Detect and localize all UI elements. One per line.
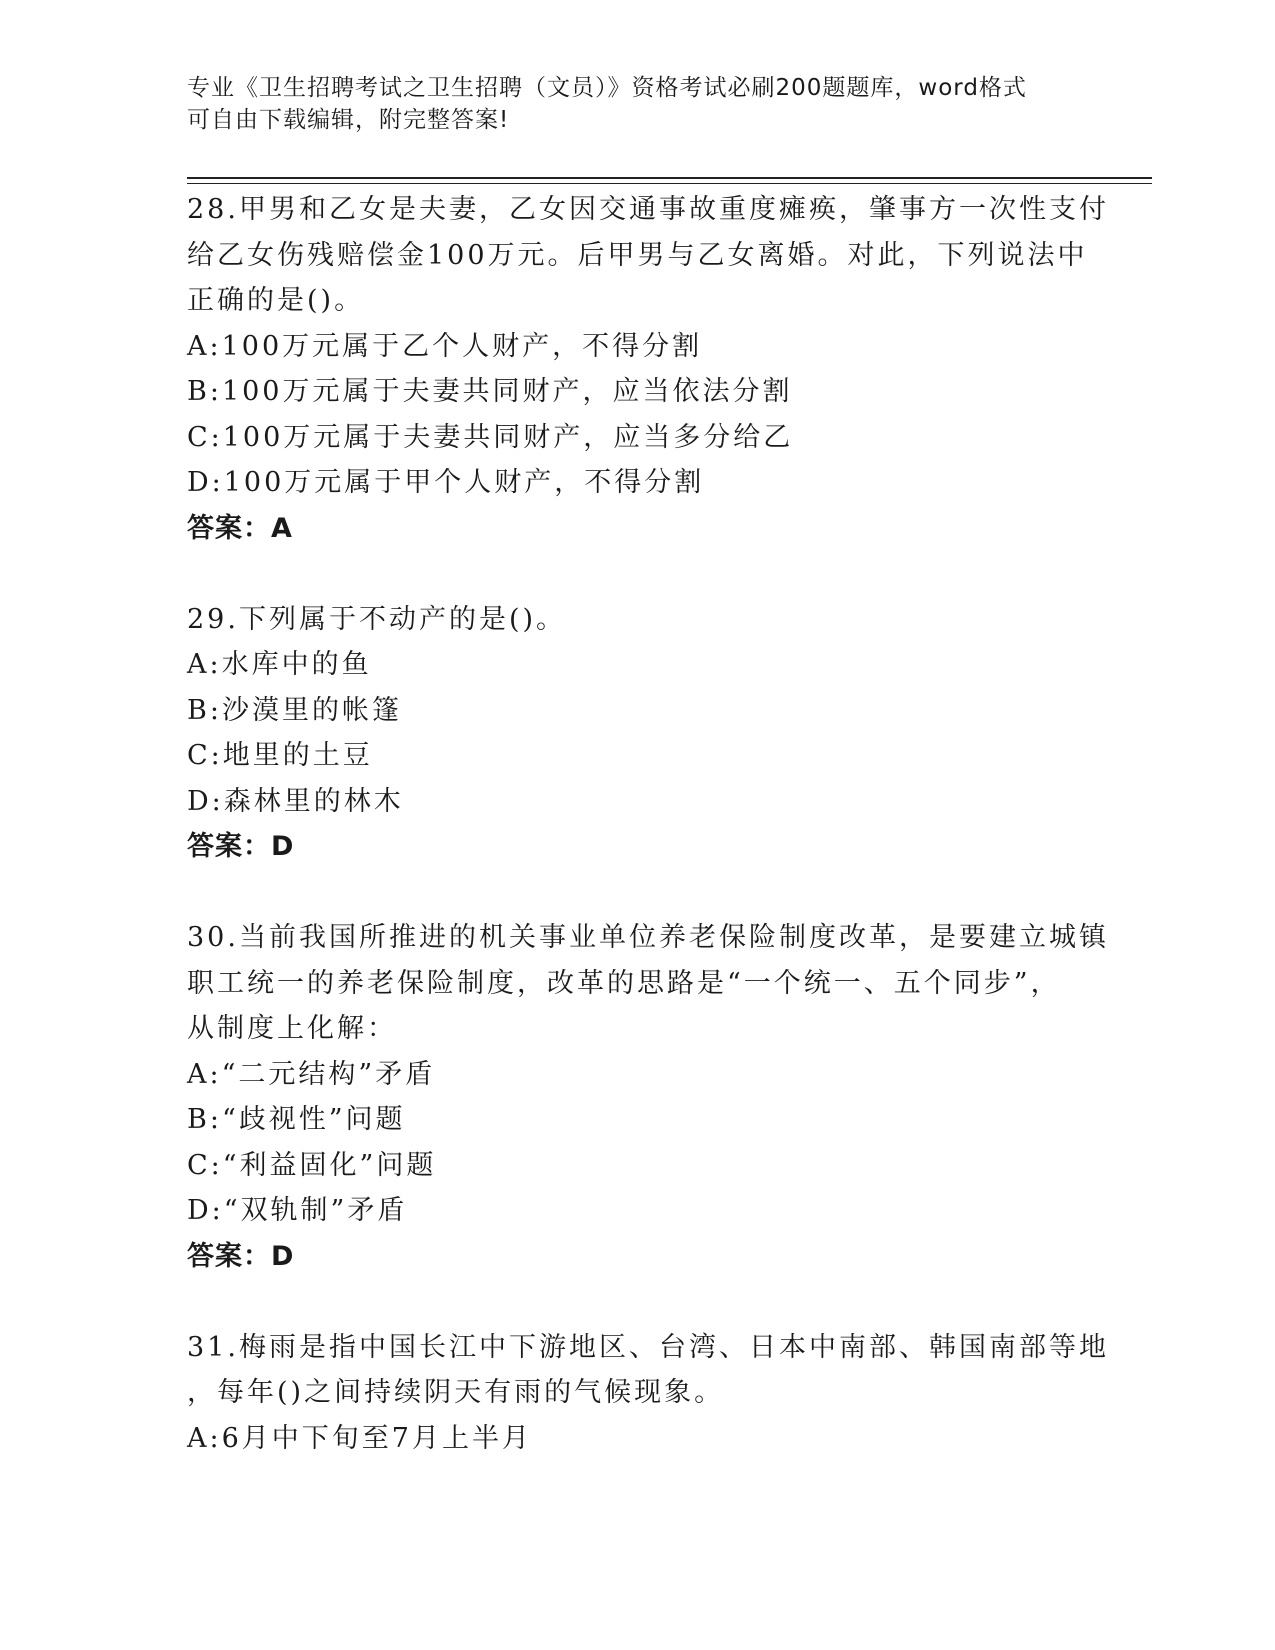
- option-b: B:沙漠里的帐篷: [187, 694, 402, 726]
- option-a: A:水库中的鱼: [187, 649, 372, 680]
- question-28: [187, 187, 1109, 551]
- option-a: A:“二元结构”矛盾: [187, 1058, 436, 1090]
- option-b: B:100万元属于夫妻共同财产，应当依法分割: [187, 376, 793, 407]
- question-stem-line: 从制度上化解：: [187, 1013, 397, 1044]
- question-stem-line: 29.下列属于不动产的是()。: [187, 603, 567, 635]
- question-list: [187, 187, 1109, 1507]
- answer-label: 答案：D: [187, 831, 295, 862]
- header-divider-thin: [187, 183, 1152, 184]
- answer-label: 答案：A: [187, 512, 293, 544]
- question-stem-line: 职工统一的养老保险制度，改革的思路是“一个统一、五个同步”，: [187, 967, 1061, 999]
- question-31: [187, 1325, 1109, 1462]
- header-divider-thick: [187, 177, 1152, 179]
- question-stem-line: 给乙女伤残赔偿金100万元。后甲男与乙女离婚。对此，下列说法中: [187, 239, 1088, 271]
- option-d: D:“双轨制”矛盾: [187, 1195, 408, 1226]
- option-c: C:“利益固化”问题: [187, 1149, 437, 1181]
- option-d: D:森林里的林木: [187, 785, 404, 817]
- question-stem-line: 31.梅雨是指中国长江中下游地区、台湾、日本中南部、韩国南部等地: [187, 1331, 1109, 1363]
- question-stem-line: ，每年()之间持续阴天有雨的气候现象。: [187, 1377, 725, 1408]
- question-stem-line: 30.当前我国所推进的机关事业单位养老保险制度改革，是要建立城镇: [187, 922, 1109, 953]
- option-a: A:6月中下旬至7月上半月: [187, 1422, 532, 1454]
- option-a: A:100万元属于乙个人财产，不得分割: [187, 330, 703, 362]
- document-header: [187, 72, 1087, 136]
- question-stem-line: 28.甲男和乙女是夫妻，乙女因交通事故重度瘫痪，肇事方一次性支付: [187, 194, 1109, 225]
- question-stem-line: 正确的是()。: [187, 285, 365, 316]
- header-line-1: 专业《卫生招聘考试之卫生招聘（文员）》资格考试必刷200题题库，word格式: [187, 75, 1027, 101]
- option-c: C:地里的土豆: [187, 740, 373, 771]
- option-c: C:100万元属于夫妻共同财产，应当多分给乙: [187, 421, 794, 453]
- option-d: D:100万元属于甲个人财产，不得分割: [187, 467, 705, 498]
- answer-label: 答案：D: [187, 1240, 295, 1272]
- question-30: [187, 915, 1109, 1279]
- header-line-2: 可自由下载编辑，附完整答案!: [187, 107, 510, 133]
- option-b: B:“歧视性”问题: [187, 1104, 406, 1135]
- question-29: [187, 597, 1087, 870]
